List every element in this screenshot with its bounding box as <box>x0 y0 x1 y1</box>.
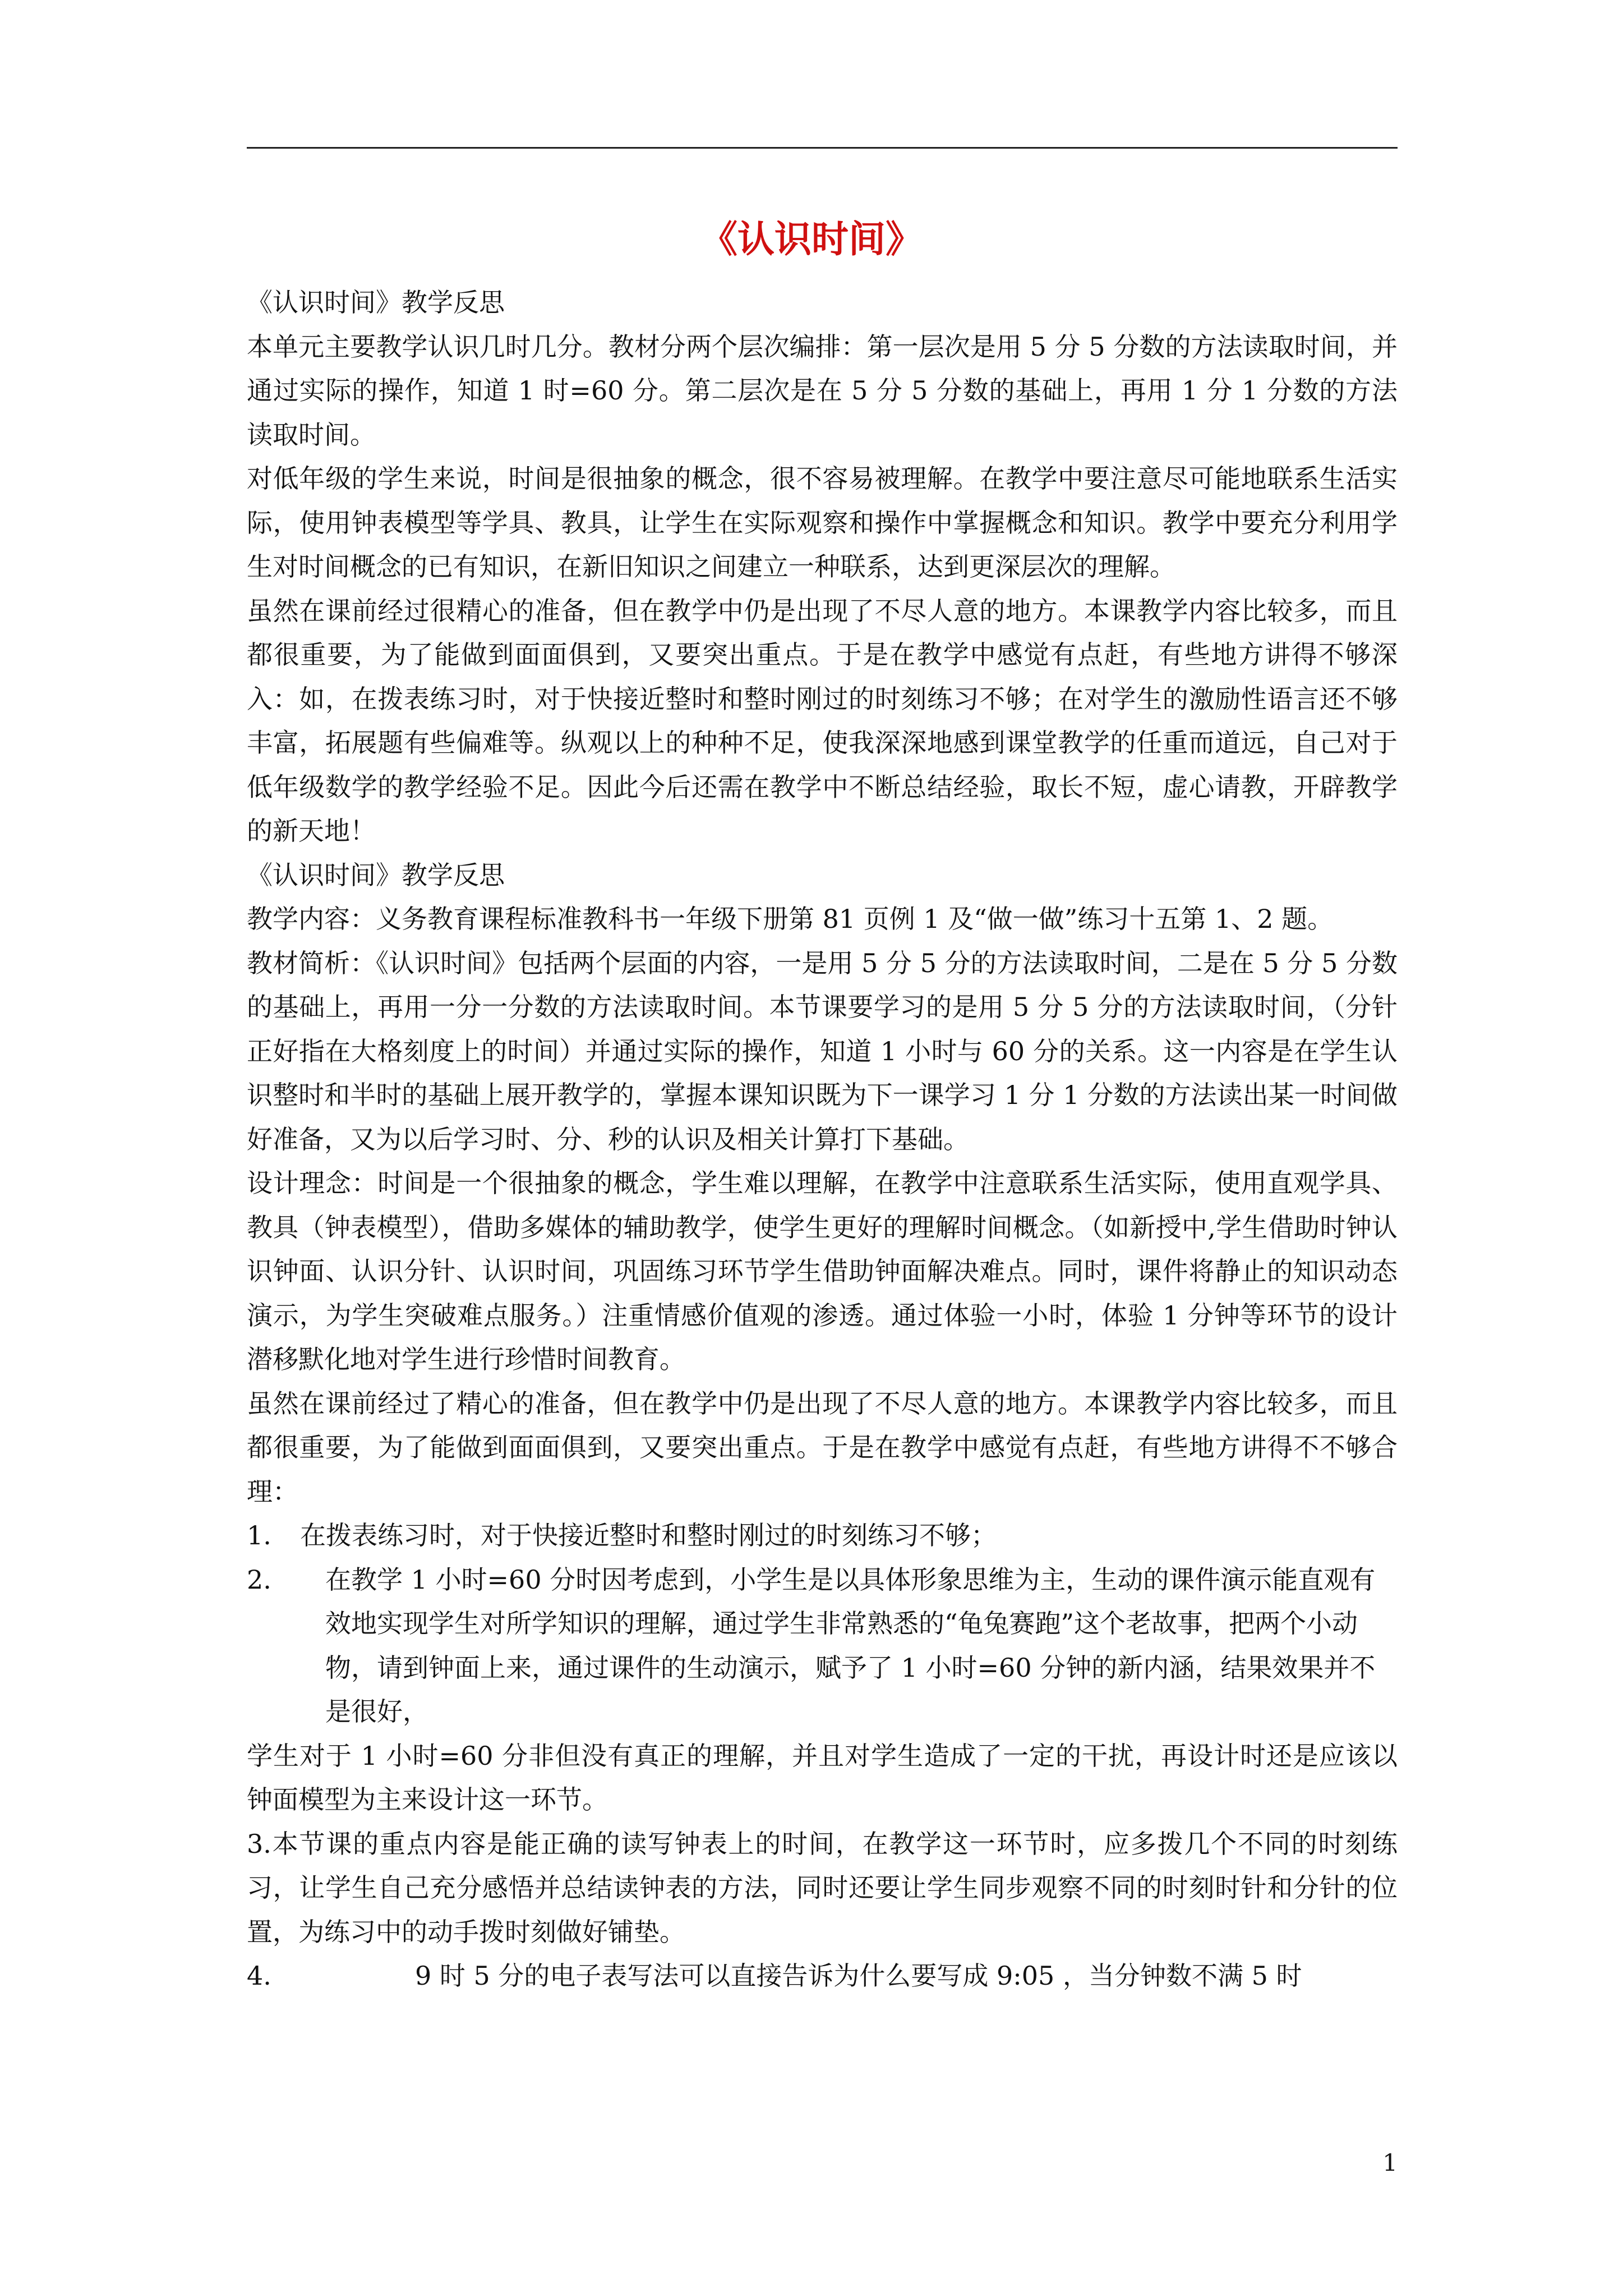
paragraph-abstract-concept: 对低年级的学生来说，时间是很抽象的概念，很不容易被理解。在教学中要注意尽可能地联系生活实际，使用钟表模型等学具、教具，让学生在实际观察和操作中掌握概念和知识。教学中要充分利用学生对时间概念的已有知识，在新旧知识之间建立一种联系，达到更深层次的理解。 <box>247 463 1398 582</box>
list-number: 4. <box>247 1961 271 1991</box>
document-body <box>247 280 1398 1998</box>
section-heading-1: 《认识时间》教学反思 <box>247 287 505 318</box>
list-text: 9 时 5 分的电子表写法可以直接告诉为什么要写成 9:05 ，当分钟数不满 5 时 <box>415 1961 1302 1991</box>
list-item-2 <box>247 1558 1398 1734</box>
list-item-1 <box>247 1513 1398 1558</box>
page-number: 1 <box>1382 2149 1398 2177</box>
paragraph-design-concept: 设计理念：时间是一个很抽象的概念，学生难以理解，在教学中注意联系生活实际，使用直观学具、教具（钟表模型），借助多媒体的辅助教学，使学生更好的理解时间概念。（如新授中,学生借助时钟认识钟面、认识分针、认识时间，巩固练习环节学生借助钟面解决难点。同时，课件将静止的知识动态演示，为学生突破难点服务。）注重情感价值观的渗透。通过体验一小时，体验 1 分钟等环节的设计潜移默化地对学生进行珍惜时间教育。 <box>247 1168 1398 1374</box>
document-title: 《认识时间》 <box>700 217 923 261</box>
list-item-2-continuation: 学生对于 1 小时=60 分非但没有真正的理解，并且对学生造成了一定的干扰，再设计时还是应该以钟面模型为主来设计这一环节。 <box>247 1740 1398 1815</box>
paragraph-unit-overview: 本单元主要教学认识几时几分。教材分两个层次编排：第一层次是用 5 分 5 分数的方法读取时间，并通过实际的操作，知道 1 时=60 分。第二层次是在 5 分 5 分数的基础上，再用 1 分 1 分数的方法读取时间。 <box>247 331 1398 450</box>
list-text: 在教学 1 小时=60 分时因考虑到，小学生是以具体形象思维为主，生动的课件演示能直观有效地实现学生对所学知识的理解，通过学生非常熟悉的“龟兔赛跑”这个老故事，把两个小动物，请到钟面上来，通过课件的生动演示，赋予了 1 小时=60 分钟的新内涵，结果效果并不是很好， <box>325 1564 1376 1727</box>
list-item-3: 3.本节课的重点内容是能正确的读写钟表上的时间，在教学这一环节时，应多拨几个不同的时刻练习，让学生自己充分感悟并总结读钟表的方法，同时还要让学生同步观察不同的时刻时针和分针的位置，为练习中的动手拨时刻做好铺垫。 <box>247 1828 1398 1947</box>
paragraph-reflection-shortcomings: 虽然在课前经过很精心的准备，但在教学中仍是出现了不尽人意的地方。本课教学内容比较多，而且都很重要，为了能做到面面俱到，又要突出重点。于是在教学中感觉有点赶，有些地方讲得不够深入：如，在拨表练习时，对于快接近整时和整时刚过的时刻练习不够；在对学生的激励性语言还不够丰富，拓展题有些偏难等。纵观以上的种种不足，使我深深地感到课堂教学的任重而道远，自己对于低年级数学的教学经验不足。因此今后还需在教学中不断总结经验，取长不短，虚心请教，开辟教学的新天地！ <box>247 595 1398 846</box>
paragraph-reflection-intro: 虽然在课前经过了精心的准备，但在教学中仍是出现了不尽人意的地方。本课教学内容比较多，而且都很重要，为了能做到面面俱到，又要突出重点。于是在教学中感觉有点赶，有些地方讲得不不够合理： <box>247 1388 1398 1507</box>
paragraph-teaching-content: 教学内容：义务教育课程标准教科书一年级下册第 81 页例 1 及“做一做”练习十五第 1、2 题。 <box>247 904 1334 934</box>
header-rule <box>247 147 1398 149</box>
paragraph-material-analysis: 教材简析：《认识时间》包括两个层面的内容，一是用 5 分 5 分的方法读取时间，二是在 5 分 5 分数的基础上，再用一分一分数的方法读取时间。本节课要学习的是用 5 分 5 分的方法读取时间，（分针正好指在大格刻度上的时间）并通过实际的操作，知道 1 小时与 60 分的关系。这一内容是在学生认识整时和半时的基础上展开教学的，掌握本课知识既为下一课学习 1 分 1 分数的方法读出某一时间做好准备，又为以后学习时、分、秒的认识及相关计算打下基础。 <box>247 947 1398 1154</box>
list-number: 1. <box>247 1520 271 1550</box>
list-item-4 <box>247 1954 1398 1998</box>
list-text: 在拨表练习时，对于快接近整时和整时刚过的时刻练习不够； <box>300 1520 997 1550</box>
list-number: 2. <box>247 1564 271 1595</box>
section-heading-2: 《认识时间》教学反思 <box>247 859 505 890</box>
